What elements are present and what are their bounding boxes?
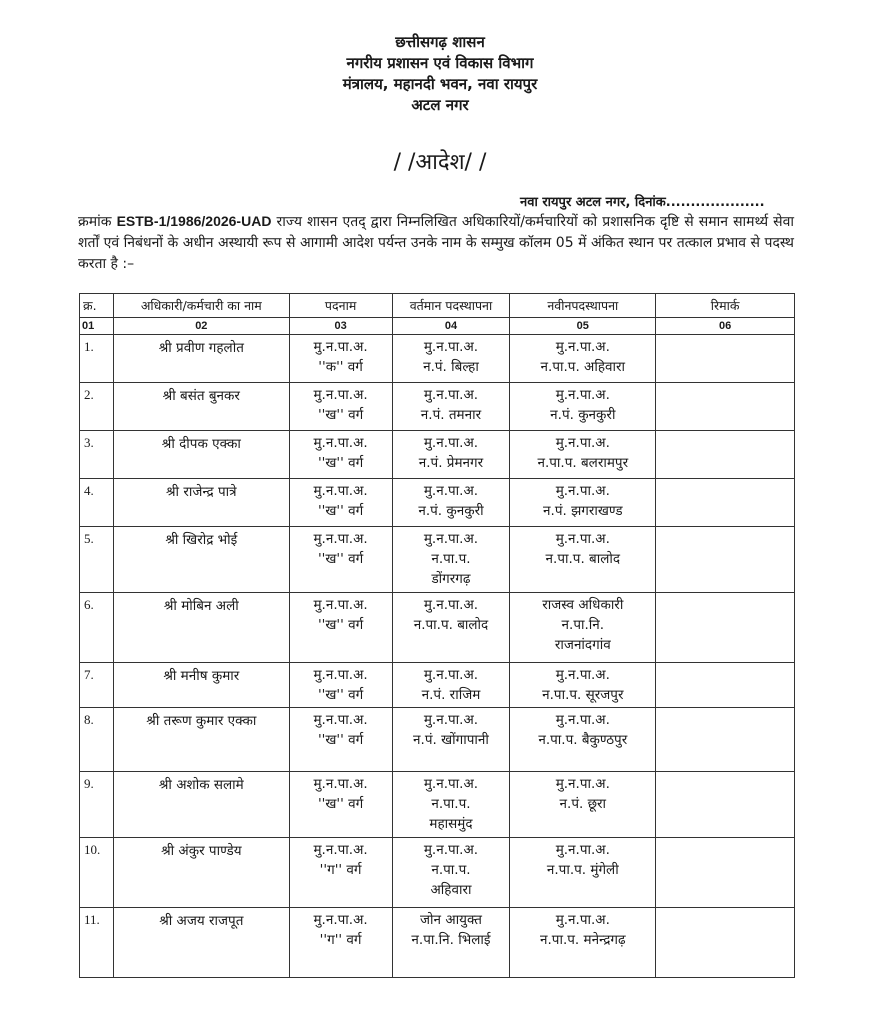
current-posting-cell [392, 527, 510, 593]
current-posting-cell-line: न.पा.प. [431, 862, 471, 878]
current-posting-cell [392, 708, 510, 772]
employee-name: श्री दीपक एक्का [113, 431, 289, 479]
header-sno: क्र. [80, 294, 114, 318]
employee-name: श्री अंकुर पाण्डेय [113, 838, 289, 908]
column-number-row [80, 318, 795, 335]
remark-cell [656, 908, 795, 978]
remark-cell [656, 708, 795, 772]
designation-cell [289, 479, 392, 527]
remark-cell [656, 593, 795, 663]
serial-number: 8. [80, 708, 114, 772]
designation-cell-line: ''ख'' वर्ग [317, 503, 364, 519]
new-posting-cell-line: न.पं. झगराखण्ड [543, 503, 623, 519]
serial-number: 11. [80, 908, 114, 978]
new-posting-cell [510, 663, 656, 708]
serial-number: 7. [80, 663, 114, 708]
designation-cell-line: मु.न.पा.अ. [313, 712, 368, 728]
new-posting-cell-line: न.पा.प. मुंगेली [546, 862, 619, 878]
current-posting-cell-line: मु.न.पा.अ. [423, 842, 479, 858]
new-posting-cell-line: न.पा.प. बैकुण्ठपुर [538, 732, 628, 748]
current-posting-cell-line: न.पं. बिल्हा [423, 359, 479, 375]
table-row [80, 593, 795, 663]
designation-cell-line: ''क'' वर्ग [318, 359, 363, 375]
header-name: अधिकारी/कर्मचारी का नाम [113, 294, 289, 318]
designation-cell-line: मु.न.पा.अ. [313, 435, 368, 451]
order-title: / /आदेश/ / [393, 150, 487, 175]
new-posting-cell [510, 527, 656, 593]
header-designation: पदनाम [289, 294, 392, 318]
new-posting-cell-line: राजनांदगांव [554, 637, 611, 653]
serial-number: 2. [80, 383, 114, 431]
new-posting-cell-line: मु.न.पा.अ. [555, 712, 610, 728]
current-posting-cell [392, 908, 510, 978]
designation-cell [289, 708, 392, 772]
designation-cell-line: मु.न.पा.अ. [313, 387, 368, 403]
new-posting-cell-line: न.पं. कुनकुरी [550, 407, 616, 423]
letterhead-address: मंत्रालय, महानदी भवन, नवा रायपुर [342, 75, 538, 93]
new-posting-cell-line: मु.न.पा.अ. [555, 776, 610, 792]
letterhead [0, 32, 880, 116]
new-posting-cell [510, 479, 656, 527]
current-posting-cell [392, 772, 510, 838]
new-posting-cell-line: मु.न.पा.अ. [555, 842, 610, 858]
designation-cell-line: मु.न.पा.अ. [313, 483, 368, 499]
serial-number: 5. [80, 527, 114, 593]
header-remark: रिमार्क [656, 294, 795, 318]
current-posting-cell-line: न.पा.नि. भिलाई [411, 932, 491, 948]
new-posting-cell [510, 708, 656, 772]
current-posting-cell-line: मु.न.पा.अ. [423, 597, 479, 613]
employee-name: श्री मोबिन अली [113, 593, 289, 663]
new-posting-cell-line: न.पा.प. अहिवारा [540, 359, 626, 375]
transfer-table [79, 293, 795, 978]
current-posting-cell-line: मु.न.पा.अ. [423, 712, 479, 728]
designation-cell [289, 593, 392, 663]
column-number: 04 [392, 318, 510, 335]
table-row [80, 431, 795, 479]
order-body: राज्य शासन एतद् द्वारा निम्नलिखित अधिकारियों/कर्मचारियों को प्रशासनिक दृष्टि से समान सामर्थ्य सेवा शर्तों एवं निबंधनों के अधीन अस्थायी रूप से आगामी आदेश पर्यन्त उनके नाम के सम्मुख कॉलम 05 में अंकित स्थान पर तत्काल प्रभाव से पदस्थ करता है :– [78, 214, 795, 272]
designation-cell-line: ''ख'' वर्ग [317, 796, 364, 812]
current-posting-cell-line: मु.न.पा.अ. [423, 435, 479, 451]
current-posting-cell [392, 431, 510, 479]
designation-cell-line: मु.न.पा.अ. [313, 842, 368, 858]
designation-cell [289, 663, 392, 708]
header-new-posting: नवीनपदस्थापना [510, 294, 656, 318]
designation-cell [289, 383, 392, 431]
new-posting-cell-line: न.पा.नि. [561, 617, 605, 633]
table-row [80, 838, 795, 908]
current-posting-cell [392, 335, 510, 383]
serial-number: 6. [80, 593, 114, 663]
new-posting-cell-line: मु.न.पा.अ. [555, 387, 610, 403]
table-row [80, 383, 795, 431]
current-posting-cell-line: महासमुंद [429, 816, 473, 832]
current-posting-cell-line: न.पा.प. [431, 551, 471, 567]
new-posting-cell [510, 593, 656, 663]
current-posting-cell [392, 479, 510, 527]
table-row [80, 772, 795, 838]
serial-number: 4. [80, 479, 114, 527]
remark-cell [656, 527, 795, 593]
new-posting-cell [510, 838, 656, 908]
serial-number: 3. [80, 431, 114, 479]
letterhead-city: अटल नगर [411, 96, 469, 114]
designation-cell [289, 527, 392, 593]
employee-name: श्री अशोक सलामे [113, 772, 289, 838]
designation-cell-line: मु.न.पा.अ. [313, 667, 368, 683]
table-row [80, 335, 795, 383]
designation-cell-line: ''ख'' वर्ग [317, 687, 364, 703]
current-posting-cell-line: मु.न.पा.अ. [423, 667, 479, 683]
current-posting-cell-line: मु.न.पा.अ. [423, 776, 479, 792]
designation-cell-line: मु.न.पा.अ. [313, 531, 368, 547]
table-header-row [80, 294, 795, 318]
order-number: ESTB-1/1986/2026-UAD [116, 213, 272, 229]
new-posting-cell [510, 335, 656, 383]
current-posting-cell-line: मु.न.पा.अ. [423, 531, 479, 547]
designation-cell [289, 838, 392, 908]
employee-name: श्री तरूण कुमार एक्का [113, 708, 289, 772]
current-posting-cell [392, 838, 510, 908]
designation-cell-line: ''ख'' वर्ग [317, 455, 364, 471]
current-posting-cell-line: मु.न.पा.अ. [423, 387, 479, 403]
designation-cell [289, 431, 392, 479]
designation-cell-line: ''ख'' वर्ग [317, 407, 364, 423]
remark-cell [656, 772, 795, 838]
current-posting-cell-line: जोन आयुक्त [420, 912, 482, 928]
new-posting-cell-line: मु.न.पा.अ. [555, 531, 610, 547]
new-posting-cell-line: न.पा.प. बालोद [545, 551, 621, 567]
designation-cell-line: ''ख'' वर्ग [317, 732, 364, 748]
remark-cell [656, 431, 795, 479]
employee-name: श्री मनीष कुमार [113, 663, 289, 708]
new-posting-cell-line: मु.न.पा.अ. [555, 912, 610, 928]
new-posting-cell [510, 383, 656, 431]
column-number: 02 [113, 318, 289, 335]
current-posting-cell-line: न.पा.प. बालोद [413, 617, 489, 633]
remark-cell [656, 335, 795, 383]
new-posting-cell-line: मु.न.पा.अ. [555, 435, 610, 451]
designation-cell-line: ''ग'' वर्ग [319, 862, 362, 878]
current-posting-cell-line: न.पं. राजिम [421, 687, 481, 703]
new-posting-cell-line: मु.न.पा.अ. [555, 483, 610, 499]
designation-cell-line: मु.न.पा.अ. [313, 776, 368, 792]
designation-cell-line: ''ग'' वर्ग [319, 932, 362, 948]
designation-cell-line: मु.न.पा.अ. [313, 597, 368, 613]
designation-cell-line: ''ख'' वर्ग [317, 551, 364, 567]
current-posting-cell-line: न.पं. तमनार [420, 407, 482, 423]
serial-number: 9. [80, 772, 114, 838]
new-posting-cell-line: न.पा.प. सूरजपुर [542, 687, 624, 703]
remark-cell [656, 479, 795, 527]
new-posting-cell-line: न.पा.प. बलरामपुर [537, 455, 629, 471]
current-posting-cell-line: डोंगरगढ़ [431, 571, 471, 587]
current-posting-cell-line: न.पं. खोंगापानी [413, 732, 489, 748]
designation-cell-line: मु.न.पा.अ. [313, 912, 368, 928]
new-posting-cell-line: मु.न.पा.अ. [555, 339, 610, 355]
designation-cell [289, 908, 392, 978]
order-prefix: क्रमांक [78, 214, 112, 230]
table-row [80, 663, 795, 708]
current-posting-cell-line: न.पं. कुनकुरी [418, 503, 484, 519]
new-posting-cell-line: न.पं. छूरा [559, 796, 607, 812]
remark-cell [656, 663, 795, 708]
new-posting-cell-line: न.पा.प. मनेन्द्रगढ़ [540, 932, 626, 948]
remark-cell [656, 838, 795, 908]
table-row [80, 527, 795, 593]
table-body [80, 335, 795, 978]
designation-cell [289, 335, 392, 383]
column-number: 06 [656, 318, 795, 335]
designation-cell-line: ''ख'' वर्ग [317, 617, 364, 633]
remark-cell [656, 383, 795, 431]
table-row [80, 708, 795, 772]
column-number: 03 [289, 318, 392, 335]
new-posting-cell-line: मु.न.पा.अ. [555, 667, 610, 683]
new-posting-cell [510, 431, 656, 479]
letterhead-department: नगरीय प्रशासन एवं विकास विभाग [346, 54, 534, 72]
serial-number: 1. [80, 335, 114, 383]
employee-name: श्री खिरोद्र भोई [113, 527, 289, 593]
designation-cell-line: मु.न.पा.अ. [313, 339, 368, 355]
current-posting-cell [392, 663, 510, 708]
header-current-posting: वर्तमान पदस्थापना [392, 294, 510, 318]
current-posting-cell [392, 383, 510, 431]
current-posting-cell-line: अहिवारा [430, 882, 472, 898]
table-row [80, 479, 795, 527]
new-posting-cell [510, 908, 656, 978]
current-posting-cell-line: मु.न.पा.अ. [423, 339, 479, 355]
serial-number: 10. [80, 838, 114, 908]
current-posting-cell [392, 593, 510, 663]
employee-name: श्री प्रवीण गहलोत [113, 335, 289, 383]
new-posting-cell-line: राजस्व अधिकारी [542, 597, 624, 613]
current-posting-cell-line: न.पं. प्रेमनगर [418, 455, 484, 471]
employee-name: श्री राजेन्द्र पात्रे [113, 479, 289, 527]
designation-cell [289, 772, 392, 838]
current-posting-cell-line: न.पा.प. [431, 796, 471, 812]
column-number: 01 [80, 318, 114, 335]
dateline: नवा रायपुर अटल नगर, दिनांक.................... [520, 195, 765, 210]
table-row [80, 908, 795, 978]
new-posting-cell [510, 772, 656, 838]
employee-name: श्री अजय राजपूत [113, 908, 289, 978]
employee-name: श्री बसंत बुनकर [113, 383, 289, 431]
current-posting-cell-line: मु.न.पा.अ. [423, 483, 479, 499]
column-number: 05 [510, 318, 656, 335]
letterhead-state: छत्तीसगढ़ शासन [395, 33, 485, 51]
order-paragraph [78, 211, 794, 275]
